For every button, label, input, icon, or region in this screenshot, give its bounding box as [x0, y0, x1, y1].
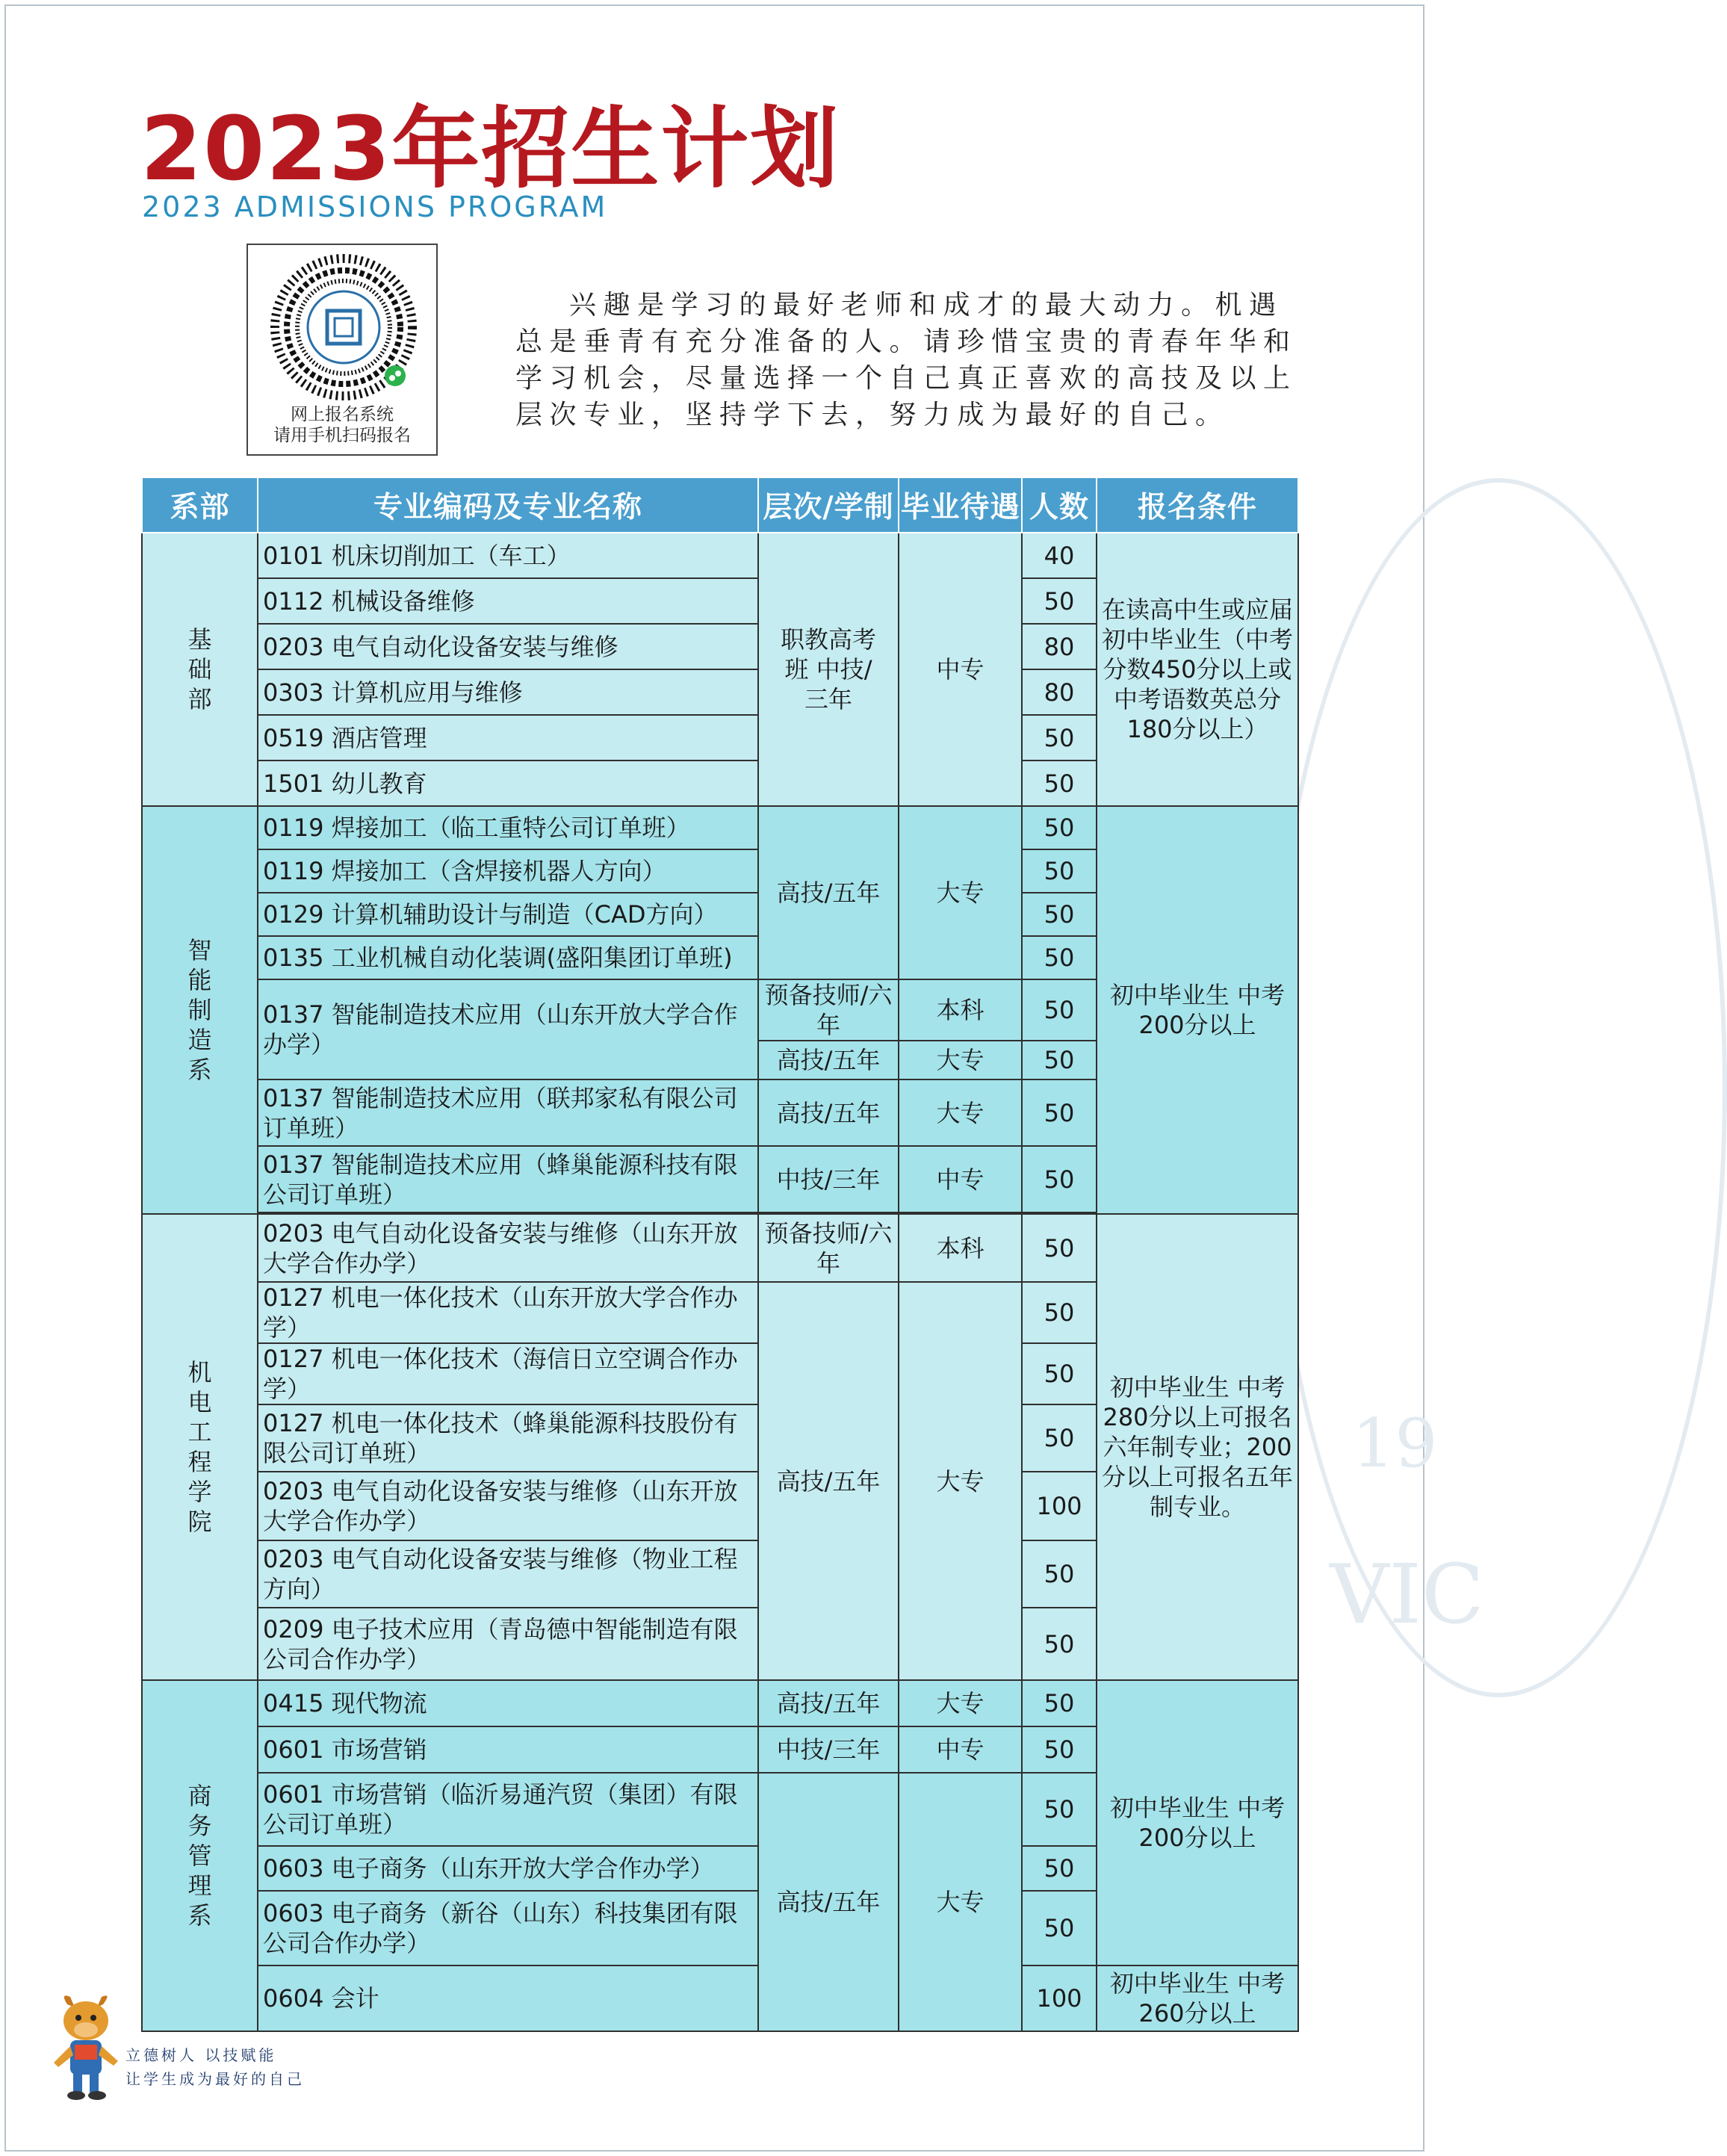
page-subtitle: 2023 ADMISSIONS PROGRAM [142, 190, 608, 223]
major-cell: 0519 酒店管理 [258, 715, 758, 761]
count-cell: 50 [1022, 1726, 1097, 1773]
watermark-letters: VIC [1330, 1546, 1485, 1642]
header-dept: 系部 [142, 477, 258, 533]
major-cell: 0203 电气自动化设备安装与维修（山东开放大学合作办学） [258, 1214, 758, 1282]
count-cell: 50 [1022, 1608, 1097, 1680]
treatment-cell: 大专 [899, 806, 1022, 979]
treatment-cell: 大专 [899, 1773, 1022, 2031]
header-count: 人数 [1022, 477, 1097, 533]
table-row [142, 1966, 1298, 2031]
intro-paragraph: 兴趣是学习的最好老师和成才的最大动力。机遇总是垂青有充分准备的人。请珍惜宝贵的青春年华和学习机会，尽量选择一个自己真正喜欢的高技及以上层次专业，坚持学下去，努力成为最好的自己。 [515, 290, 1297, 430]
major-cell: 0137 智能制造技术应用（联邦家私有限公司订单班） [258, 1079, 758, 1146]
count-cell: 40 [1022, 533, 1097, 578]
treatment-cell: 中专 [899, 1146, 1022, 1212]
count-cell: 50 [1022, 578, 1097, 624]
count-cell: 100 [1022, 1472, 1097, 1540]
condition-cell: 在读高中生或应届初中毕业生（中考分数450分以上或中考语数英总分180分以上） [1097, 533, 1298, 806]
page-title: 2023年招生计划 [140, 97, 840, 200]
count-cell: 50 [1022, 1146, 1097, 1212]
major-cell: 0129 计算机辅助设计与制造（CAD方向） [258, 893, 758, 936]
count-cell: 100 [1022, 1966, 1097, 2031]
qr-label-line2: 请用手机扫码报名 [273, 426, 411, 445]
treatment-cell: 大专 [899, 1680, 1022, 1726]
treatment-cell: 中专 [899, 533, 1022, 806]
qr-code-card[interactable] [247, 244, 438, 456]
header-condition: 报名条件 [1097, 477, 1298, 533]
condition-cell: 初中毕业生 中考200分以上 [1097, 806, 1298, 1214]
major-cell: 0135 工业机械自动化装调(盛阳集团订单班) [258, 936, 758, 979]
major-cell: 0303 计算机应用与维修 [258, 669, 758, 715]
count-cell: 50 [1022, 761, 1097, 806]
count-cell: 50 [1022, 1404, 1097, 1472]
watermark-emblem [1270, 478, 1727, 1697]
level-cell: 预备技师/六年 [758, 979, 899, 1041]
count-cell: 50 [1022, 1041, 1097, 1079]
qr-code-icon[interactable] [264, 253, 423, 402]
level-cell: 高技/五年 [758, 806, 899, 979]
table-row [142, 1214, 1298, 1282]
major-cell: 0119 焊接加工（临工重特公司订单班） [258, 806, 758, 849]
level-cell: 中技/三年 [758, 1726, 899, 1773]
dept-cell: 商 务 管 理 系 [142, 1680, 258, 2031]
condition-cell: 初中毕业生 中考200分以上 [1097, 1680, 1298, 1966]
count-cell: 80 [1022, 624, 1097, 669]
count-cell: 50 [1022, 979, 1097, 1041]
count-cell: 50 [1022, 1773, 1097, 1846]
major-cell: 0203 电气自动化设备安装与维修 [258, 624, 758, 669]
count-cell: 80 [1022, 669, 1097, 715]
major-cell: 0119 焊接加工（含焊接机器人方向） [258, 849, 758, 893]
level-cell: 高技/五年 [758, 1041, 899, 1079]
treatment-cell: 大专 [899, 1282, 1022, 1680]
count-cell: 50 [1022, 936, 1097, 979]
count-cell: 50 [1022, 1680, 1097, 1726]
major-cell: 0209 电子技术应用（青岛德中智能制造有限公司合作办学） [258, 1608, 758, 1680]
major-cell: 0127 机电一体化技术（海信日立空调合作办学） [258, 1343, 758, 1404]
major-cell: 0203 电气自动化设备安装与维修（山东开放大学合作办学） [258, 1472, 758, 1540]
major-cell: 0601 市场营销（临沂易通汽贸（集团）有限公司订单班） [258, 1773, 758, 1846]
count-cell: 50 [1022, 1891, 1097, 1966]
level-cell: 预备技师/六年 [758, 1214, 899, 1282]
count-cell: 50 [1022, 1079, 1097, 1146]
table-row [142, 806, 1298, 849]
count-cell: 50 [1022, 806, 1097, 849]
count-cell: 50 [1022, 715, 1097, 761]
header-level: 层次/学制 [758, 477, 899, 533]
count-cell: 50 [1022, 1846, 1097, 1891]
level-cell: 职教高考班 中技/三年 [758, 533, 899, 806]
level-cell: 高技/五年 [758, 1773, 899, 2031]
dept-cell: 基 础 部 [142, 533, 258, 806]
treatment-cell: 大专 [899, 1079, 1022, 1146]
admissions-table [141, 477, 1299, 2032]
major-cell: 0137 智能制造技术应用（山东开放大学合作办学） [258, 979, 758, 1079]
count-cell: 50 [1022, 893, 1097, 936]
count-cell: 50 [1022, 849, 1097, 893]
condition-cell: 初中毕业生 中考260分以上 [1097, 1966, 1298, 2031]
dept-cell: 智 能 制 造 系 [142, 806, 258, 1214]
major-cell: 0101 机床切削加工（车工） [258, 533, 758, 578]
table-row [142, 1680, 1298, 1726]
count-cell: 50 [1022, 1343, 1097, 1404]
level-cell: 高技/五年 [758, 1282, 899, 1680]
header-major: 专业编码及专业名称 [258, 477, 758, 533]
table-row [142, 533, 1298, 578]
major-cell: 0203 电气自动化设备安装与维修（物业工程方向） [258, 1540, 758, 1608]
header-treatment: 毕业待遇 [899, 477, 1022, 533]
level-cell: 高技/五年 [758, 1680, 899, 1726]
major-cell: 0127 机电一体化技术（山东开放大学合作办学） [258, 1282, 758, 1343]
level-cell: 高技/五年 [758, 1079, 899, 1146]
major-cell: 0603 电子商务（新谷（山东）科技集团有限公司合作办学） [258, 1891, 758, 1966]
count-cell: 50 [1022, 1540, 1097, 1608]
major-cell: 0604 会计 [258, 1966, 758, 2031]
treatment-cell: 中专 [899, 1726, 1022, 1773]
qr-label-line1: 网上报名系统 [291, 405, 394, 424]
slogan-line2: 让学生成为最好的自己 [125, 2070, 305, 2088]
treatment-cell: 本科 [899, 1214, 1022, 1282]
dept-cell: 机 电 工 程 学 院 [142, 1214, 258, 1680]
slogan-line1: 立德树人 以技赋能 [125, 2046, 277, 2064]
count-cell: 50 [1022, 1214, 1097, 1282]
treatment-cell: 本科 [899, 979, 1022, 1041]
major-cell: 0601 市场营销 [258, 1726, 758, 1773]
major-cell: 0127 机电一体化技术（蜂巢能源科技股份有限公司订单班） [258, 1404, 758, 1472]
mascot-icon [45, 1991, 127, 2103]
condition-cell: 初中毕业生 中考280分以上可报名六年制专业；200分以上可报名五年制专业。 [1097, 1214, 1298, 1680]
watermark-year: 19 [1352, 1404, 1438, 1483]
major-cell: 1501 幼儿教育 [258, 761, 758, 806]
major-cell: 0603 电子商务（山东开放大学合作办学） [258, 1846, 758, 1891]
level-cell: 中技/三年 [758, 1146, 899, 1212]
major-cell: 0415 现代物流 [258, 1680, 758, 1726]
table-header-row [142, 477, 1298, 533]
treatment-cell: 大专 [899, 1041, 1022, 1079]
major-cell: 0112 机械设备维修 [258, 578, 758, 624]
count-cell: 50 [1022, 1282, 1097, 1343]
major-cell: 0137 智能制造技术应用（蜂巢能源科技有限公司订单班） [258, 1146, 758, 1212]
